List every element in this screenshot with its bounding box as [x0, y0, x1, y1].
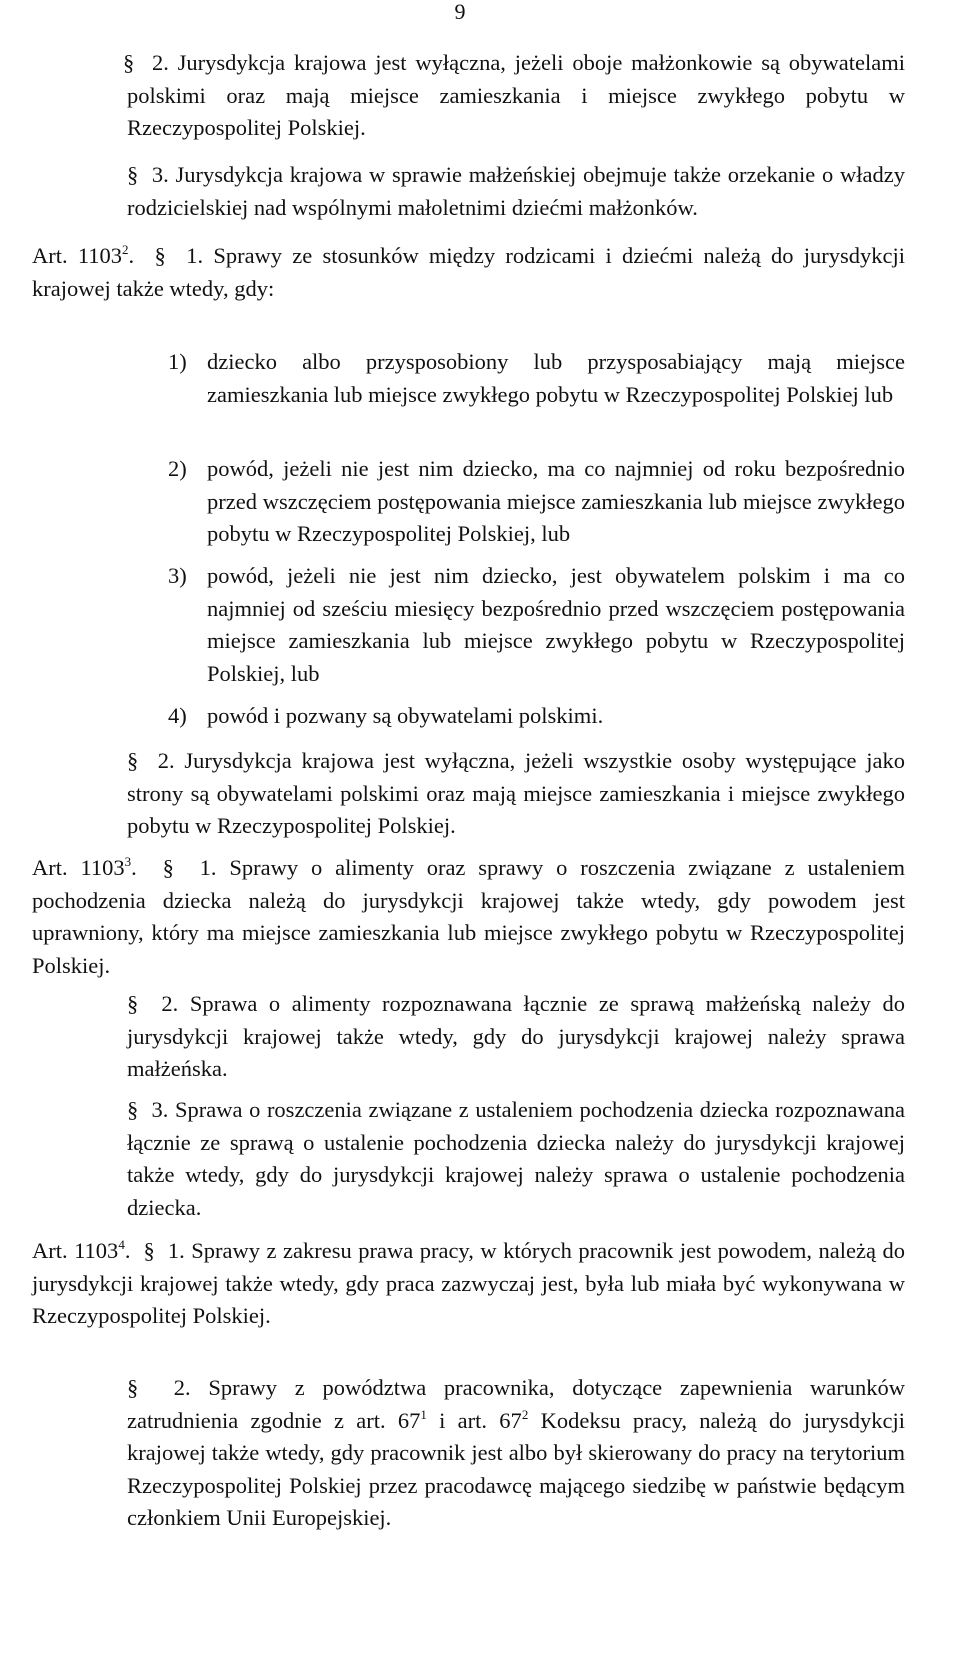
list-item — [168, 346, 905, 411]
article-superscript: 3 — [124, 854, 132, 869]
list-item — [168, 453, 905, 551]
paragraph-text: Sprawy ze stosunków między rodzicami i dziećmi należą do jurysdykcji krajowej także wtedy, gdy: — [32, 243, 906, 301]
section-number: 1. — [199, 855, 217, 880]
list-item-text: dziecko albo przysposobiony lub przysposabiający mają miejsce zamieszkania lub miejsce zwykłego pobytu w Rzeczypospolitej Polskiej lub — [207, 349, 905, 407]
article-label: Art. 1103$^2$. — [32, 242, 135, 268]
section-number: 2. — [173, 1375, 191, 1400]
list-item-number: 1) — [168, 349, 187, 374]
section-sign: § — [123, 50, 135, 75]
section-number: 1. — [186, 243, 204, 268]
paragraph-text: Sprawy o alimenty oraz sprawy o roszczenia związane z ustaleniem pochodzenia dziecka należą do jurysdykcji krajowej także wtedy, gdy powodem jest uprawniony, który ma miejsce zamieszkania lub miejsce zwykłego pobytu w Rzeczypospolitej Polskiej. — [32, 855, 906, 978]
article-1103-3 — [32, 852, 905, 982]
section-number: 2. — [151, 50, 169, 75]
page-number: 9 — [454, 0, 466, 24]
paragraph-section-3 — [127, 159, 905, 224]
paragraph-text: Sprawa o alimenty rozpoznawana łącznie ze sprawą małżeńską należy do jurysdykcji krajowej także wtedy, gdy do jurysdykcji krajowej należy sprawa małżeńska. — [127, 991, 905, 1081]
list-item-text: powód, jeżeli nie jest nim dziecko, jest obywatelem polskim i ma co najmniej od sześciu miesięcy bezpośrednio przed wszczęciem postępowania miejsce zamieszkania lub miejsce zwykłego pobytu w Rzeczypospolitej Polskiej, lub — [207, 563, 905, 686]
section-number: 2. — [161, 991, 179, 1016]
article-superscript: 2 — [122, 242, 129, 257]
list-item-text: powód i pozwany są obywatelami polskimi. — [207, 703, 604, 728]
paragraph-text: Jurysdykcja krajowa jest wyłączna, jeżeli wszystkie osoby występujące jako strony są obywatelami polskimi oraz mają miejsce zamieszkania i miejsce zwykłego pobytu w Rzeczypospolitej Polskiej. — [127, 748, 906, 838]
reference-superscript: 1 — [420, 1406, 427, 1422]
paragraph-text: Sprawy z zakresu prawa pracy, w których pracownik jest powodem, należą do jurysdykcji krajowej także wtedy, gdy praca zazwyczaj jest, była lub miała być wykonywana w Rzeczypospolitej Polskiej. — [32, 1238, 906, 1328]
paragraph-section-2 — [123, 47, 906, 145]
section-sign: § — [127, 1375, 139, 1400]
list-item — [168, 560, 905, 690]
paragraph-section-3 — [127, 1094, 905, 1224]
section-number: 2. — [157, 748, 175, 773]
section-number: 3. — [151, 1097, 169, 1122]
list-item-text: powód, jeżeli nie jest nim dziecko, ma co najmniej od roku bezpośrednio przed wszczęciem postępowania miejsce zamieszkania lub miejsce zwykłego pobytu w Rzeczypospolitej Polskiej, lub — [207, 456, 905, 546]
section-sign: § — [127, 162, 139, 187]
section-sign: § — [154, 243, 166, 268]
section-sign: § — [127, 748, 139, 773]
list-item-number: 4) — [168, 703, 187, 728]
paragraph-section-2 — [127, 988, 905, 1086]
paragraph-text: Sprawy z powództwa pracownika, dotyczące zapewnienia warunków zatrudnienia zgodnie z art. $67^1$ i art. $67^2$ Kodeksu pracy, należą do jurysdykcji krajowej także wtedy, gdy pracownik jest albo był skierowany do pracy na terytorium Rzeczypospolitej Polskiej przez pracodawcę mającego siedzibę w państwie będącym członkiem Unii Europejskiej. — [127, 1375, 906, 1530]
section-number: 1. — [167, 1238, 185, 1263]
article-1103-2 — [32, 240, 905, 305]
article-label: Art. 1103$^4$. — [32, 1237, 131, 1263]
article-superscript: 4 — [118, 1237, 125, 1252]
section-sign: § — [127, 1097, 139, 1122]
list-item-number: 3) — [168, 563, 187, 588]
section-number: 3. — [151, 162, 169, 187]
paragraph-section-2 — [127, 745, 905, 843]
article-label: Art. 1103$^3$. — [32, 854, 137, 880]
list-item — [168, 700, 905, 733]
list-item-number: 2) — [168, 456, 187, 481]
paragraph-text: Jurysdykcja krajowa jest wyłączna, jeżeli oboje małżonkowie są obywatelami polskimi oraz mają miejsce zamieszkania i miejsce zwykłego pobytu w Rzeczypospolitej Polskiej. — [127, 50, 906, 140]
section-sign: § — [162, 855, 174, 880]
section-sign: § — [127, 991, 139, 1016]
reference-superscript: 2 — [521, 1406, 529, 1422]
article-1103-4 — [32, 1235, 905, 1333]
paragraph-text: Jurysdykcja krajowa w sprawie małżeńskiej obejmuje także orzekanie o władzy rodzicielskiej nad wspólnymi małoletnimi dziećmi małżonków. — [127, 162, 906, 220]
paragraph-section-2 — [127, 1372, 905, 1535]
paragraph-text: Sprawa o roszczenia związane z ustaleniem pochodzenia dziecka rozpoznawana łącznie ze sprawą o ustalenie pochodzenia dziecka należy do jurysdykcji krajowej także wtedy, gdy do jurysdykcji krajowej należy sprawa o ustalenie pochodzenia dziecka. — [127, 1097, 906, 1220]
section-sign: § — [143, 1238, 155, 1263]
